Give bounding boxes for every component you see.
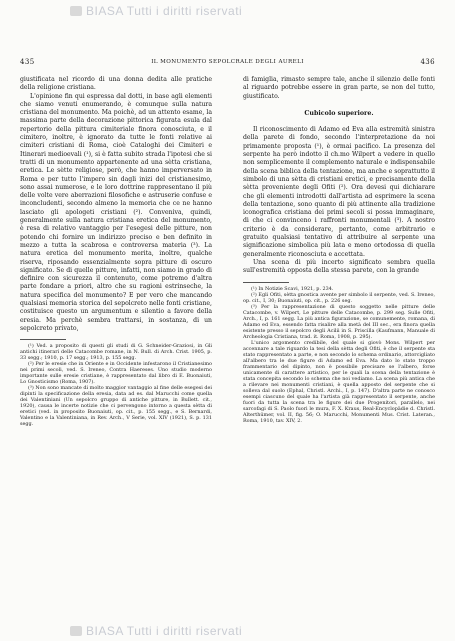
- page-number-right: 436: [420, 58, 435, 66]
- page-header: [20, 58, 435, 70]
- footnote: (¹) Ved. a proposito di questi gli studi di G. Schneider-Graziosi, in Gli antichi itinerari delle Catacombe romane, in N. Bull. di Arch. Crist. 1905, p. 33 segg.; 1910, p. 17 segg.; 1913, p. 155 segg.: [20, 343, 212, 362]
- footnote: (¹) In Notizie Scavi, 1921, p. 234.: [251, 285, 334, 292]
- body-paragraph: L'opinione fin qui espressa dal dotti, in base agli elementi che siamo venuti enumerando, è comunque sulla natura cristiana del monumento. Ma poichè, ad un attento esame, la massima parte della decorazione pittorica figurata esula dal repertorio della pittura cimiteriale finora conosciuta, e il cimitero, inoltre, è ignorato da tutte le fonti relative ai cimiteri cristiani di Roma, cioè Cataloghi dei Cimiteri e Itinerari medioevali (¹), si è fatta subito strada l'ipotesi che si tratti di un monumento appartenente ad una sètta cristiana, eretica. Le sètte religiose, però, che hanno imperversato in Roma e per tutto l'impero sin dagli inizi del cristianesimo, sono assai numerose, e le loro dottrine rappresentano il più delle volte vere aberrazioni filosofiche e astruserie confuse e inconcludenti, secondo almeno la memoria che ce ne hanno lasciato gli apologeti cristiani (²). Conveniva, quindi, generalmente sulla natura cristiana eretica del monumento, è resa di relativo vantaggio per l'esegesi delle pitture, non potendo chi fornire un indirizzo preciso e ben definito in mezzo a tutta la scabrosa e controversa materia (³). La natura eretica del monumento merita, inoltre, qualche riserva, riposando essenzialmente sopra pitture di oscuro significato. Se di quelle pitture, infatti, non siamo in grado di definire con sicurezza il contenuto, come potremo d'altra parte fondare a priori, altro che su ragioni estrinseche, la natura specifica del monumento? E per vero che mancando qualsiasi memoria storica del sepolcreto nelle fonti cristiane, costituisce questo un argumentum e silentio a favore della eresia. Ma perchè sembra trattarsi, in sostanza, di un sepolcreto privato,: [20, 92, 212, 332]
- watermark-logo-icon: [70, 626, 82, 636]
- footnotes-left: [20, 343, 212, 427]
- right-column: [243, 76, 435, 424]
- footnote: L'unico argomento credibile, del quale si giovò Mons. Wilpert per accennare a tale riguardo la tesi della sètta degli Ofiti, è che il serpente sta stato rappresentato a parte, e non secondo lo schema ordinario, attorcigliato all'albero tra le due figure di Adamo ed Eva. Ma dato lo stato troppo frammentario del dipinto, non è possibile precisare se l'albero, forse unicamente di carattere artistico, per le quali la scena della tentazione è stata concepita secondo lo schema che noi vediamo. La scena più antica che a rilevare nei monumenti cristiani, è quella apposto del serpente che si solleva dal suolo (Ephal, Christl. Archi., I, p. 147). D'altra parte ne conosco esempi ciascuno del quale ha l'artista già rappresentato il serpente, anche fuori da tutta la scena tra le figure dei due Progenitori, parallelo, nei sarcofagi di S. Paolo fuori le mura, F. X. Kraus, Real-Encyclopädie d. Christl. Alterthümer, vol. II, fig. 56; O. Marucchi, Monumenti Mus. Crist. Lateran., Roma, 1910, tav. XIV, 2.: [243, 339, 435, 424]
- footnote: (³) Non sono mancate di molto maggior vantaggio al fine delle esegesi dei dipinti la specificazione della eresia, data ad es. dal Marucchi come quella dei Valentiniani (Un sepolcro gruppo di antiche pitture, in Bullett. cit., 1920), causa le incerte notizie che ci pervengono intorno a questa sètta di eretici (ved. in proposito Buonaiuti, op. cit., p. 155 segg., e S. Bernardi, Valentino e la Valentiniana, in Rev. Arch., V Serie, vol. XIV (1921), S. p. 131 segg.: [20, 385, 212, 428]
- running-title: IL MONUMENTO SEPOLCRALE DEGLI AURELI: [151, 59, 304, 65]
- left-column: [20, 76, 212, 427]
- body-paragraph: Una scena di più incerto significato sembra quella sull'estremità opposta della stessa parete, con la grande: [243, 258, 435, 275]
- body-paragraph: Il riconoscimento di Adamo ed Eva alla estremità sinistra della parete di fondo, secondo l'interpretazione da noi primamente proposta (¹), è ormai pacifico. La presenza del serpente ha però indotto il ch.mo Wilpert a vedere in quello non semplicemente il complemento naturale e indispensabile della scena biblica della tentazione, ma anche e soprattutto il simbolo di una sètta di cristiani eretici, e precisamente della sètta proveniente degli Ofiti (²). Ora devesi qui dichiarare che gli elementi introdotti dall'artista ad esprimere la scena della tentazione, sono quanto di più attinente alla tradizione iconografica cristiana dei primi secoli si possa immaginare, di che ci convinceno i raffronti monumentali (³). A nostro criterio è da considerare, pertanto, come arbitrario e gratuito qualsiasi tentativo di attribuire al serpente una significazione simbolica più lata e meno ortodossa di quella generalmente riconosciuta e accettata.: [243, 126, 435, 258]
- footnote-divider: [243, 282, 289, 283]
- footnote-divider: [20, 339, 66, 340]
- body-paragraph: giustificata nel ricordo di una donna dedita alle pratiche della religione cristiana.: [20, 76, 212, 92]
- page-number-left: 435: [20, 58, 35, 66]
- body-paragraph: di famiglia, rimasto sempre tale, anche il silenzio delle fonti al riguardo potrebbe essere in gran parte, se non del tutto, giustificato.: [243, 76, 435, 100]
- footnotes-right: [243, 286, 435, 424]
- footnote: (²) Egli Ofiti, sètta gnostica avente per simbolo il serpente, ved. S. Ireneo, op. cit., I, 30; Buonaiuti, op. cit., p. 226 seg.: [243, 291, 435, 304]
- watermark-bottom: BIASA Tutti i diritti riservati: [86, 624, 243, 638]
- footnote: (³) Per la rappresentazione di questo soggetto nelle pitture delle Catacombe, v. Wilpert, Le pitture delle Catacombe, p. 299 seg. Sulle Ofiti, Arch., I, p. 161 segg. La più antica figurazione, se comunemente, romana, di Adamo ed Eva, essendo fatta risalire alla metà del III sec., era finora quella esistente presso il sepolcro degli Acilii in S. Priscilla (Kaufmann, Manuale di Archeologia Cristiana, trad. it. Roma, 1908, p. 295).: [243, 303, 435, 340]
- section-heading: Cubicolo superiore.: [304, 109, 374, 117]
- watermark-logo-icon: [70, 6, 82, 16]
- watermark-top: BIASA Tutti i diritti riservati: [86, 4, 243, 18]
- footnote: (²) Per le eresie che in Oriente e in Occidente infestarono il Cristianesimo nei primi secoli, ved. S. Ireneo, Contra Haereses. Uno studio moderno importante sulle eresie cristiane, è rappresentato dal libro di E. Buonaiuti, Lo Gnosticismo (Roma, 1907).: [20, 361, 212, 386]
